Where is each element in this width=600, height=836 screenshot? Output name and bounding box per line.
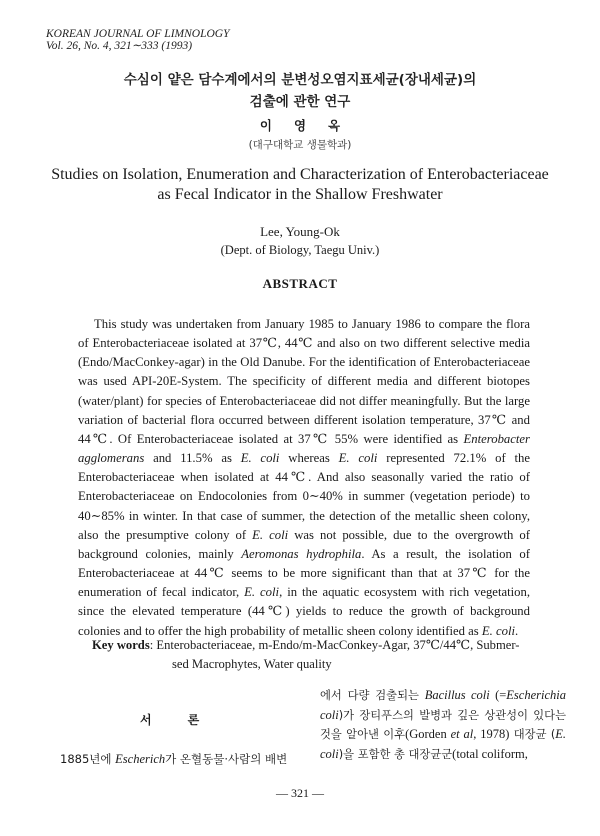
english-title-line2: as Fecal Indicator in the Shallow Freshwater — [157, 186, 443, 203]
intro-heading: 서론 — [140, 713, 236, 727]
keywords-label: Key words — [92, 638, 150, 652]
english-title-line1: Studies on Isolation, Enumeration and Characterization of Enterobacteriaceae — [51, 166, 549, 183]
korean-author: 이영옥 — [259, 118, 363, 133]
journal-volume: Vol. 26, No. 4, 321∼333 (1993) — [46, 40, 193, 52]
keywords-line1: Enterobacteriaceae, m-Endo/m-MacConkey-Agar, 37℃/44℃, Submer- — [156, 638, 520, 652]
page-number: — 321 — — [276, 786, 324, 800]
korean-title-line1: 수심이 얕은 담수계에서의 분변성오염지표세균(장내세균)의 — [123, 72, 477, 88]
journal-name: KOREAN JOURNAL OF LIMNOLOGY — [46, 28, 230, 40]
intro-left-text: 1885년에 Escherich가 온혈동물·사람의 배변 — [60, 752, 288, 766]
korean-affiliation: (대구대학교 생물학과) — [248, 139, 352, 151]
abstract-paragraph: This study was undertaken from January 1985 to January 1986 to compare the flora of Enterobacteriaceae isolated at 37℃, 44℃ and also on two different selective media (Endo/MacConkey-agar) in the Old Danube. For the identification of Enterobacteriaceae was used API-20E-System. The specificity of different media and different biotopes (water/plant) for species of Enterobacteriaceae did not differ meaningfully. But the large variation of bacterial flora occurred between different isolation temperature, 37℃ and 44℃. Of Enterobacteriaceae isolated at 37℃ 55% were identified as Enterobacter agglomerans and 11.5% as E. coli whereas E. coli represented 72.1% of the Enterobacteriaceae when isolated at 44℃. And also seasonally varied the ratio of Enterobacteriaceae on Endocolonies from 0∼40% in summer (vegetation periode) to 40∼85% in winter. In that case of summer, the detection of the metallic sheen colony, also the presumptive colony of E. coli was not possible, due to the overgrowth of background colonies, mainly Aeromonas hydrophila. As a result, the isolation of Enterobacteriaceae at 44℃ seems to be more significant than that at 37℃ for the enumeration of fecal indicator, E. coli, in the aquatic ecosystem with rich vegetation, since the elevated temperature (44℃) yields to reduce the growth of background colonies and to offer the high probability of metallic sheen colony identified as E. coli. — [78, 317, 531, 638]
journal-citation — [46, 28, 229, 52]
intro-right-text: 에서 다량 검출되는 Bacillus coli (=Escherichia coli)가 장티푸스의 발병과 깊은 상관성이 있다는 것을 알아낸 이후(Gorden et al, 1978) 대장균 (E. coli)을 포함한 총 대장균군(total coliform, — [320, 688, 566, 761]
english-author: Lee, Young-Ok — [260, 224, 340, 239]
korean-title-line2: 검출에 관한 연구 — [249, 94, 351, 110]
abstract-heading: ABSTRACT — [262, 276, 338, 291]
keywords-line2: sed Macrophytes, Water quality — [172, 657, 332, 671]
english-affiliation: (Dept. of Biology, Taegu Univ.) — [220, 243, 380, 257]
keywords: Key words: Enterobacteriaceae, m-Endo/m-MacConkey-Agar, 37℃/44℃, Submer- sed Macrophytes, Water quality — [92, 636, 540, 674]
